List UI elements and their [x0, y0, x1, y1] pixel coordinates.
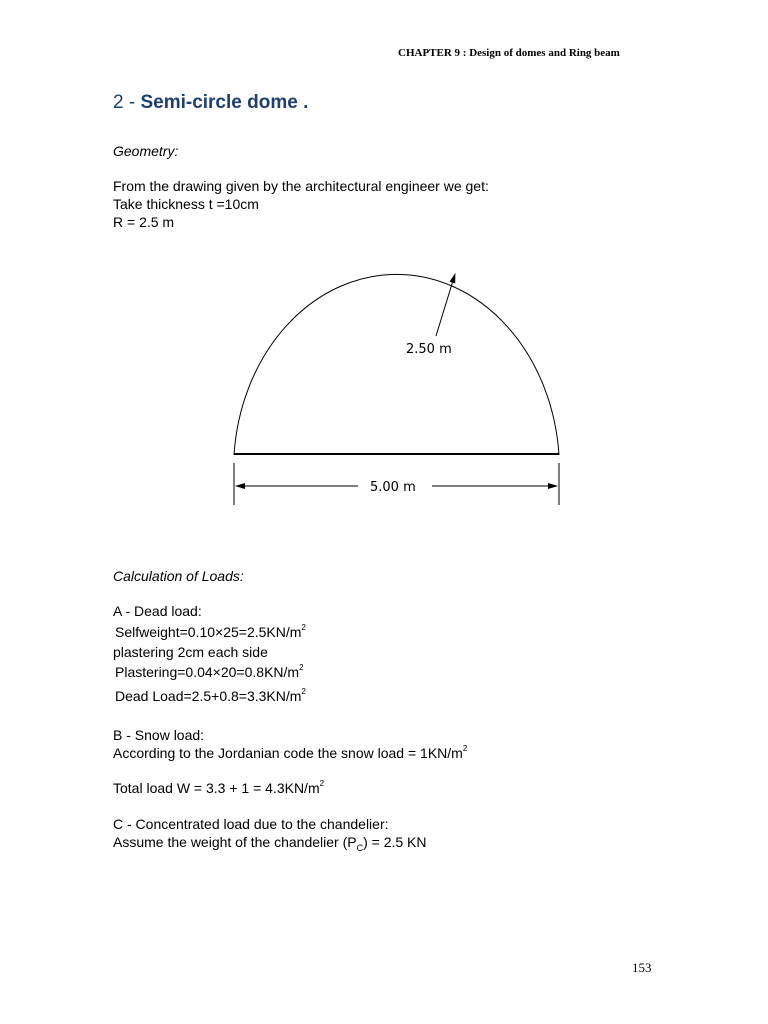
plastering-text: Plastering=0.04×20=0.8KN/m [115, 664, 300, 680]
unit-exponent: 2 [301, 687, 306, 697]
dead-load-total-text: Dead Load=2.5+0.8=3.3KN/m [115, 688, 302, 704]
plastering-line [115, 663, 304, 681]
concentrated-load-subscript: C [356, 842, 364, 853]
concentrated-load-suffix: ) = 2.5 KN [363, 834, 427, 850]
unit-exponent: 2 [301, 623, 306, 633]
snow-load-heading: B - Snow load: [113, 727, 205, 743]
geometry-line-2: Take thickness t =10cm [113, 196, 259, 212]
concentrated-load-prefix: Assume the weight of the chandelier (P [113, 834, 357, 850]
page-number: 153 [632, 960, 652, 975]
loads-heading: Calculation of Loads: [113, 568, 244, 584]
unit-exponent: 2 [319, 779, 325, 789]
total-load-text: Total load W = 3.3 + 1 = 4.3KN/m [113, 780, 320, 796]
plastering-note: plastering 2cm each side [113, 644, 268, 660]
section-number: 2 - [113, 92, 141, 113]
dead-load-heading: A - Dead load: [113, 603, 202, 619]
selfweight-line [115, 623, 306, 641]
unit-exponent: 2 [299, 663, 304, 673]
snow-load-text: According to the Jordanian code the snow load = 1KN/m [113, 745, 463, 761]
snow-load-line [113, 744, 467, 762]
geometry-heading: Geometry: [113, 143, 179, 159]
concentrated-load-line [113, 833, 427, 851]
radius-label: 2.50 m [406, 342, 452, 357]
unit-exponent: 2 [462, 744, 468, 754]
dome-arc [234, 274, 559, 455]
concentrated-load-heading: C - Concentrated load due to the chandelier: [113, 816, 389, 832]
dead-load-total-line [115, 687, 306, 705]
geometry-line-3: R = 2.5 m [113, 214, 175, 230]
chapter-header: CHAPTER 9 : Design of domes and Ring beam [398, 47, 620, 59]
span-label: 5.00 m [370, 480, 416, 495]
geometry-line-1: From the drawing given by the architectural engineer we get: [113, 178, 489, 194]
total-load-line [113, 779, 324, 797]
section-name: Semi-circle dome . [140, 92, 309, 113]
selfweight-text: Selfweight=0.10×25=2.5KN/m [115, 624, 302, 640]
